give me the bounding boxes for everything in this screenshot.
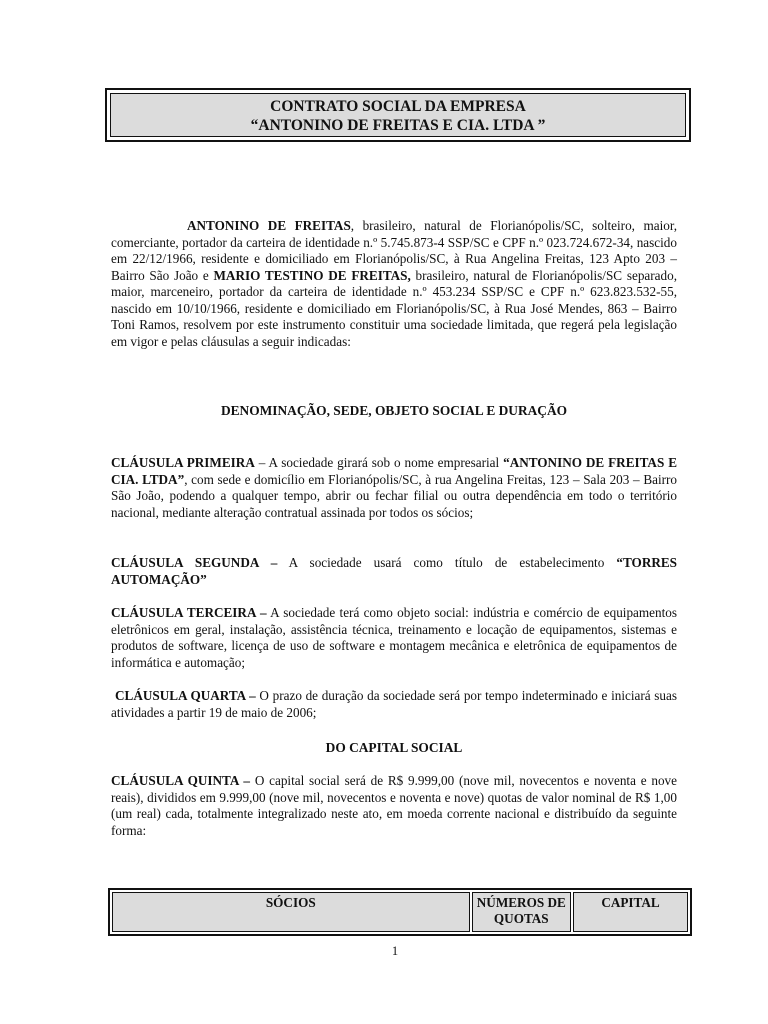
partner-2-name: MARIO TESTINO DE FREITAS, (213, 267, 411, 283)
table-header-row (112, 892, 688, 932)
clausula-primeira (111, 455, 677, 521)
clausula-segunda (111, 555, 677, 588)
socios-table (108, 888, 692, 936)
clausula-quarta-text: O prazo de duração da sociedade será por tempo indeterminado e iniciará suas atividades a partir 19 de maio de 2006; (111, 688, 678, 720)
clausula-quinta (111, 773, 677, 839)
clausula-primeira-text-b: , com sede e domicílio em Florianópolis/SC, à rua Angelina Freitas, 123 – Sala 203 – Bairro São João, podendo a qualquer tempo, abrir ou fechar filial ou outra dependência em todo o território nacional, mediante alteração contratual assinada por todos os sócios; (111, 471, 678, 520)
title-line-2: “ANTONINO DE FREITAS E CIA. LTDA ” (250, 117, 546, 134)
document-title (110, 93, 686, 137)
partner-1-details: , brasileiro, natural de Florianópolis/SC, solteiro, maior, comerciante, portador da carteira de identidade n.º 5.745.873-4 SSP/SC e CPF n.º 023.724.672-34, nascido em 22/12/1966, residente e domiciliado em Florianópolis/SC, à Rua Angelina Freitas, 123 Apto 203 – Bairro São João e (111, 218, 677, 283)
clausula-quarta-label: CLÁUSULA QUARTA – (115, 688, 256, 703)
col-socios: SÓCIOS (112, 892, 470, 932)
section-heading-capital: DO CAPITAL SOCIAL (325, 740, 463, 755)
partner-1-name: ANTONINO DE FREITAS (187, 218, 351, 233)
clausula-primeira-label: CLÁUSULA PRIMEIRA (111, 455, 255, 470)
partner-2-details: brasileiro, natural de Florianópolis/SC separado, maior, marceneiro, portador da carteira de identidade n.º 453.234 SSP/SC e CPF n.º 623.823.532-55, nascido em 10/10/1966, residente e domiciliado em Florianópolis/SC, à Rua José Mendes, 863 – Bairro Toni Ramos, resolvem por este instrumento constituir uma sociedade limitada, que regerá pela legislação em vigor e pelas cláusulas a seguir indicadas: (111, 267, 677, 349)
clausula-primeira-company: “ANTONINO DE FREITAS E CIA. LTDA” (111, 455, 677, 487)
document-title-box (105, 88, 691, 142)
clausula-terceira-label: CLÁUSULA TERCEIRA – (111, 605, 267, 620)
clausula-primeira-text-a: – A sociedade girará sob o nome empresarial (254, 455, 504, 470)
page-number: 1 (391, 944, 399, 958)
col-capital: CAPITAL (573, 892, 688, 932)
col-numeros-de-quotas: NÚMEROS DE QUOTAS (472, 892, 571, 932)
title-line-1: CONTRATO SOCIAL DA EMPRESA (270, 98, 526, 115)
clausula-segunda-title: “TORRES AUTOMAÇÃO” (111, 555, 677, 587)
intro-paragraph (111, 218, 677, 350)
clausula-quinta-text: O capital social será de R$ 9.999,00 (nove mil, novecentos e noventa e nove reais), divididos em 9.999,00 (nove mil, novecentos e noventa e nove) quotas de valor nominal de R$ 1,00 (um real) cada, totalmente integralizado neste ato, em moeda corrente nacional e distribuído da seguinte forma: (111, 773, 677, 838)
clausula-terceira-text: A sociedade terá como objeto social: indústria e comércio de equipamentos eletrônicos em geral, instalação, assistência técnica, treinamento e locação de equipamentos, sistemas e produtos de software, licença de uso de software e montagem mecânica e eletrônica de equipamentos de informática e automação; (111, 605, 677, 670)
clausula-quinta-label: CLÁUSULA QUINTA – (111, 773, 251, 788)
clausula-segunda-text: A sociedade usará como título de estabelecimento (277, 555, 617, 570)
clausula-quarta (111, 688, 677, 721)
clausula-terceira (111, 605, 677, 671)
clausula-segunda-label: CLÁUSULA SEGUNDA – (111, 555, 278, 570)
section-heading-denominacao: DENOMINAÇÃO, SEDE, OBJETO SOCIAL E DURAÇÃO (220, 403, 568, 418)
